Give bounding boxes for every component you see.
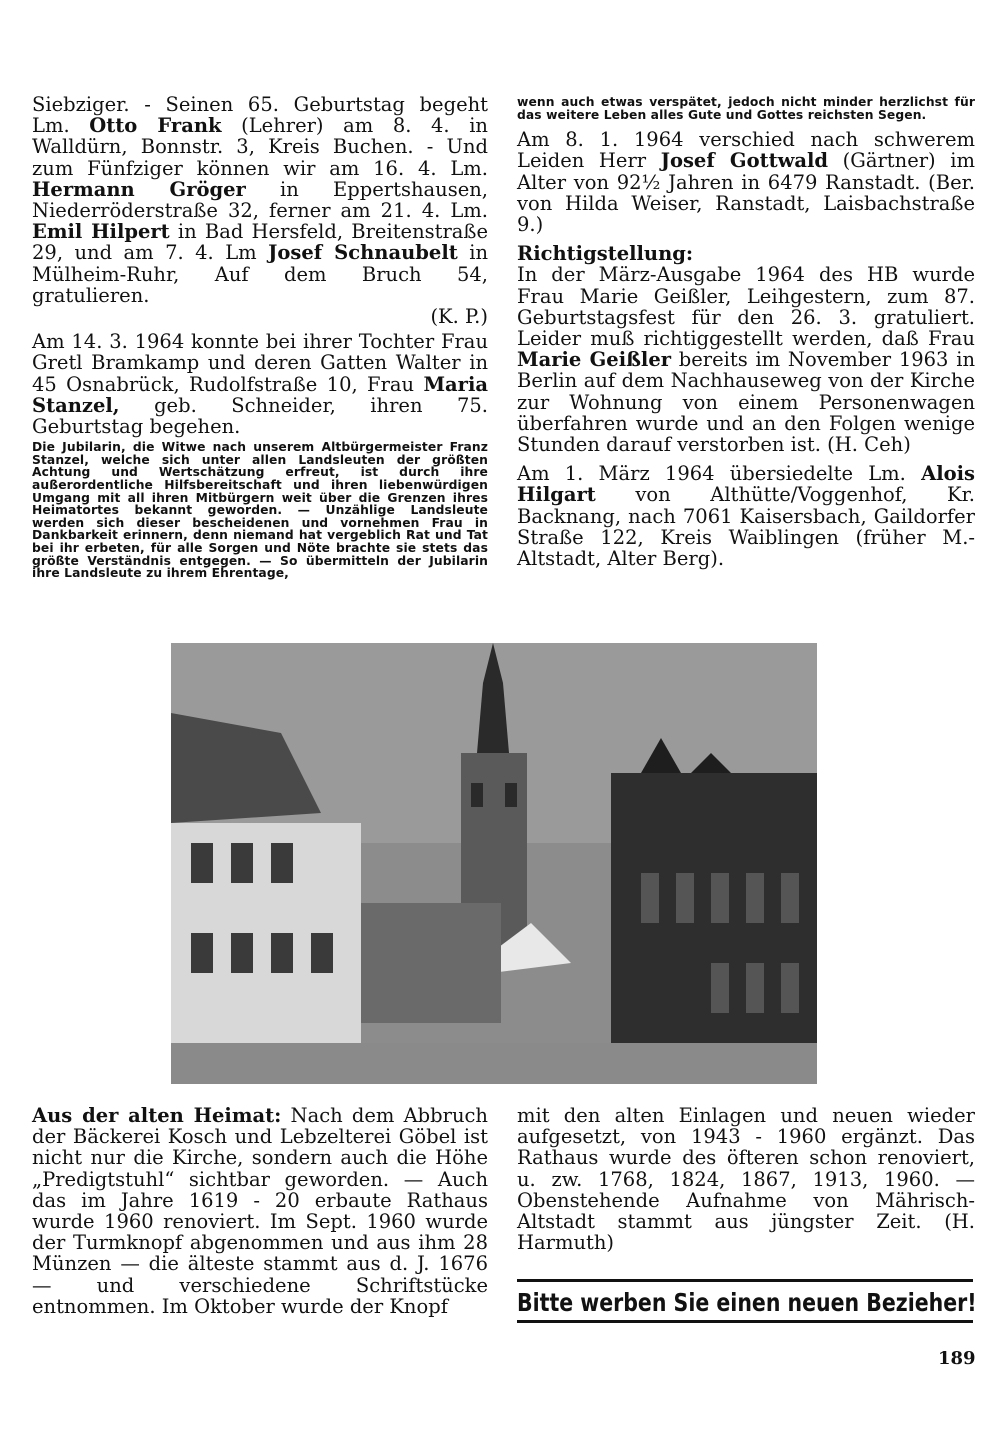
right-column-top bbox=[517, 96, 975, 577]
town-photo-drawing bbox=[171, 643, 817, 1084]
ad-bottom-rule bbox=[517, 1320, 973, 1323]
caption-heading: Aus der alten Heimat: bbox=[32, 1104, 282, 1127]
correction-heading: Richtigstellung: bbox=[517, 242, 694, 266]
subscriber-ad: Bitte werben Sie einen neuen Bezieher! bbox=[517, 1288, 977, 1317]
jubilee-note-continued: wenn auch etwas verspätet, jedoch nicht minder herzlichst für das weitere Leben alles Gute und Gottes reichsten Segen. bbox=[517, 95, 975, 122]
caption-paragraph-right: mit den alten Einlagen und neuen wieder aufgesetzt, von 1943 - 1960 ergänzt. Das Rathaus wurde des öfteren schon renoviert, u. zw. 1768, 1824, 1867, 1913, 1960. — Obenstehende Aufnahme von Mährisch-Altstadt stammt aus jüngster Zeit. (H. Harmuth) bbox=[517, 1104, 975, 1255]
stanzel-paragraph: Am 14. 3. 1964 konnte bei ihrer Tochter Frau Gretl Bramkamp und deren Gatten Walter in 45 Osnabrück, Rudolfstraße 10, Frau Maria Stanzel, geb. Schneider, ihren 75. Geburtstag begehen. bbox=[32, 330, 488, 439]
page-number: 189 bbox=[938, 1348, 976, 1369]
caption-right bbox=[517, 1105, 975, 1261]
caption-paragraph-left: Aus der alten Heimat: Nach dem Abbruch der Bäckerei Kosch und Lebzelterei Göbel ist nicht nur die Kirche, sondern auch die Höhe „Predigtstuhl“ sichtbar geworden. — Auch das im Jahre 1619 - 20 erbaute Rathaus wurde 1960 renoviert. Im Sept. 1960 wurde der Turmknopf abgenommen und aus ihm 28 Münzen — die älteste stammt aus d. J. 1676 — und verschiedene Schriftstücke entnommen. Im Oktober wurde der Knopf bbox=[32, 1104, 488, 1318]
ad-top-rule bbox=[517, 1279, 973, 1282]
relocation-paragraph: Am 1. März 1964 übersiedelte Lm. Alois Hilgart von Althütte/Voggenhof, Kr. Backnang, nach 7061 Kaisersbach, Gaildorfer Straße 122, Kreis Waiblingen (früher M.-Altstadt, Alter Berg). bbox=[517, 462, 975, 571]
left-column-top bbox=[32, 94, 488, 586]
correction-paragraph: In der März-Ausgabe 1964 des HB wurde Frau Marie Geißler, Leihgestern, zum 87. Geburtstagsfest für den 26. 3. gratuliert. Leider muß richtiggestellt werden, daß Frau Marie Geißler bereits im November 1963 in Berlin auf dem Nachhauseweg von der Kirche zur Wohnung von einem Personenwagen überfahren wurde und an den Folgen wenige Stunden darauf verstorben ist. (H. Ceh) bbox=[517, 263, 975, 457]
obituary-paragraph: Am 8. 1. 1964 verschied nach schwerem Leiden Herr Josef Gottwald (Gärtner) im Alter von 92½ Jahren in 6479 Ranstadt. (Ber. von Hilda Weiser, Ranstadt, Laisbachstraße 9.) bbox=[517, 128, 975, 236]
jubilee-note: Die Jubilarin, die Witwe nach unserem Altbürgermeister Franz Stanzel, welche sich unter allen Landsleuten der größten Achtung und Wertschätzung erfreut, ist durch ihre außerordentliche Hilfsbereitschaft und ihren liebenwürdigen Umgang mit all ihren Mitbürgern weit über die Grenzen ihres Heimatortes bekannt geworden. — Unzählige Landsleute werden sich dieser bescheidenen und vornehmen Frau in Dankbarkeit erinnern, denn niemand hat vergeblich Rat und Tat bei ihr erbeten, für alle Sorgen und Nöte brachte sie stets das größte Verständnis entgegen. — So übermitteln der Jubilarin ihre Landsleute zu ihrem Ehrentage, bbox=[32, 440, 488, 581]
birthday-paragraph: Siebziger. - Seinen 65. Geburtstag begeht Lm. Otto Frank (Lehrer) am 8. 4. in Walldürn, Bonnstr. 3, Kreis Buchen. - Und zum Fünfziger können wir am 16. 4. Lm. Hermann Gröger in Eppertshausen, Niederröderstraße 32, ferner am 21. 4. Lm. Emil Hilpert in Bad Hersfeld, Breitenstraße 29, und am 7. 4. Lm Josef Schnaubelt in Mülheim-Ruhr, Auf dem Bruch 54, gratulieren. bbox=[32, 93, 488, 307]
town-photo bbox=[171, 643, 817, 1084]
author-signature: (K. P.) bbox=[430, 305, 488, 329]
caption-left bbox=[32, 1105, 488, 1325]
